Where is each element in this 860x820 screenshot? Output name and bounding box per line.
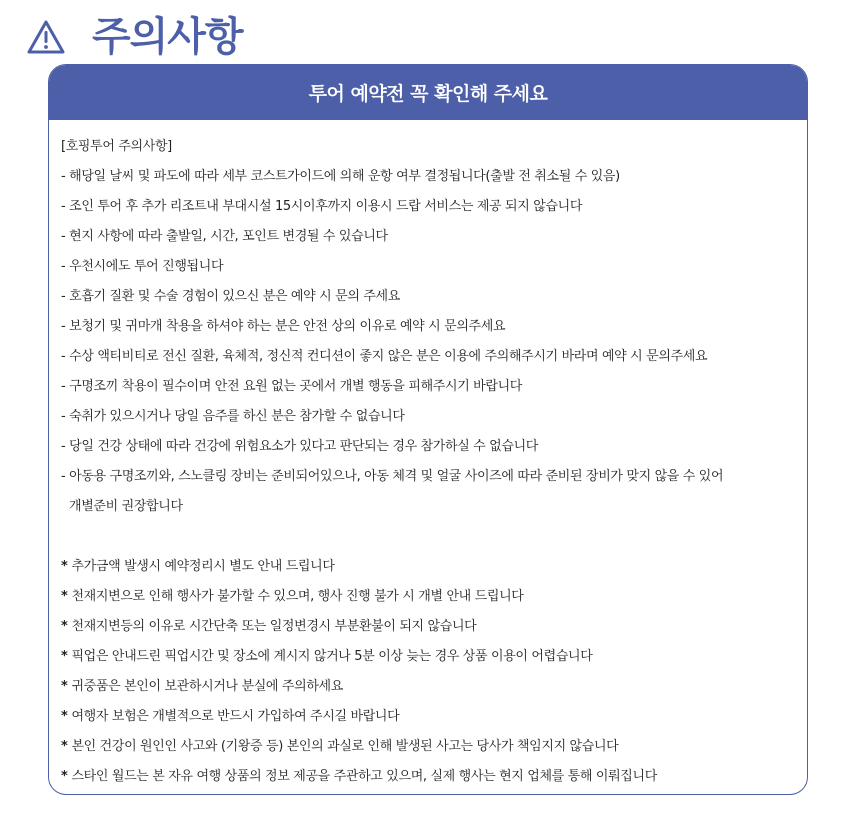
- note-text: 귀중품은 본인이 보관하시거나 분실에 주의하세요: [71, 679, 343, 694]
- asterisk-bullet: *: [61, 559, 68, 574]
- notice-box: [48, 64, 808, 795]
- notice-item: - 해당일 날씨 및 파도에 따라 세부 코스트가이드에 의해 운항 여부 결정됩니다(출발 전 취소될 수 있음): [61, 169, 620, 184]
- note-text: 천재지변등의 이유로 시간단축 또는 일정변경시 부분환불이 되지 않습니다: [71, 619, 477, 634]
- note-item: [61, 702, 807, 732]
- notice-item: - 조인 투어 후 추가 리조트내 부대시설 15시이후까지 이용시 드랍 서비스는 제공 되지 않습니다: [61, 199, 583, 214]
- notice-item-continuation: 개별준비 권장합니다: [69, 499, 183, 514]
- warning-triangle-icon: [26, 19, 66, 55]
- asterisk-bullet: *: [61, 739, 68, 754]
- notice-item: - 현지 사항에 따라 출발일, 시간, 포인트 변경될 수 있습니다: [61, 229, 388, 244]
- asterisk-bullet: *: [61, 679, 68, 694]
- page-title: 주의사항: [92, 14, 243, 60]
- note-item: [61, 612, 807, 642]
- note-text: 본인 건강이 원인인 사고와 (기왕증 등) 본인의 과실로 인해 발생된 사고는 당사가 책임지지 않습니다: [71, 739, 619, 754]
- note-item: [61, 582, 807, 612]
- notice-item: - 보청기 및 귀마개 착용을 하셔야 하는 분은 안전 상의 이유로 예약 시 문의주세요: [61, 319, 506, 334]
- asterisk-bullet: *: [61, 709, 68, 724]
- note-text: 천재지변으로 인해 행사가 불가할 수 있으며, 행사 진행 불가 시 개별 안내 드립니다: [71, 589, 524, 604]
- page-header: [26, 12, 243, 62]
- note-text: 추가금액 발생시 예약정리시 별도 안내 드립니다: [71, 559, 335, 574]
- note-text: 여행자 보험은 개별적으로 반드시 가입하여 주시길 바랍니다: [71, 709, 400, 724]
- notice-banner: 투어 예약전 꼭 확인해 주세요: [49, 65, 807, 120]
- note-item: [61, 642, 807, 672]
- asterisk-bullet: *: [61, 649, 68, 664]
- asterisk-bullet: *: [61, 589, 68, 604]
- note-text: 스타인 월드는 본 자유 여행 상품의 정보 제공을 주관하고 있으며, 실제 행사는 현지 업체를 통해 이뤄집니다: [71, 769, 657, 784]
- notice-item: - 아동용 구명조끼와, 스노클링 장비는 준비되어있으나, 아동 체격 및 얼굴 사이즈에 따라 준비된 장비가 맞지 않을 수 있어: [61, 469, 724, 484]
- notice-content: [49, 120, 807, 792]
- notice-item: - 수상 액티비티로 전신 질환, 육체적, 정신적 컨디션이 좋지 않은 분은 이용에 주의해주시기 바라며 예약 시 문의주세요: [61, 349, 708, 364]
- notice-item: - 당일 건강 상태에 따라 건강에 위험요소가 있다고 판단되는 경우 참가하실 수 없습니다: [61, 439, 539, 454]
- notice-item: - 구명조끼 착용이 필수이며 안전 요원 없는 곳에서 개별 행동을 피해주시기 바랍니다: [61, 379, 523, 394]
- asterisk-bullet: *: [61, 619, 68, 634]
- notice-item: - 우천시에도 투어 진행됩니다: [61, 259, 224, 274]
- notice-item: - 호흡기 질환 및 수술 경험이 있으신 분은 예약 시 문의 주세요: [61, 289, 400, 304]
- note-item: [61, 732, 807, 762]
- notice-item: - 숙취가 있으시거나 당일 음주를 하신 분은 참가할 수 없습니다: [61, 409, 405, 424]
- section-heading: [호핑투어 주의사항]: [61, 139, 172, 154]
- note-item: [61, 552, 807, 582]
- note-text: 픽업은 안내드린 픽업시간 및 장소에 계시지 않거나 5분 이상 늦는 경우 상품 이용이 어렵습니다: [71, 649, 593, 664]
- section-spacer: [61, 522, 807, 552]
- note-item: [61, 762, 807, 792]
- note-item: [61, 672, 807, 702]
- asterisk-bullet: *: [61, 769, 68, 784]
